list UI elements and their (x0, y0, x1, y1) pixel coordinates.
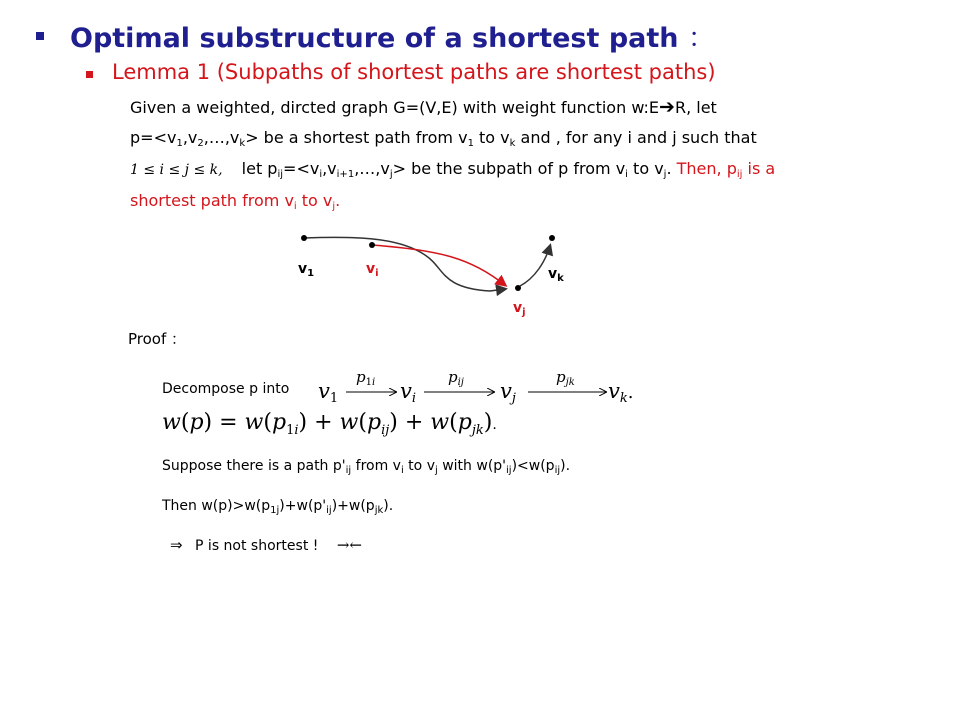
node-label-vj: $v_j$ (513, 300, 526, 318)
node-v1 (301, 235, 307, 241)
eq-vk: vk. (608, 379, 634, 406)
conclusion-text: P is not shortest ! (195, 538, 319, 554)
svg-text:pij: $p_{ij}$ (448, 368, 464, 388)
proof-label: Proof ： (128, 330, 187, 348)
statement-line-1b: R, let (674, 98, 717, 117)
weight-equation: $w(p) = w(p_{1i}) + w(p_{ij}) + w(p_{jk})$. (162, 410, 497, 438)
node-vj (515, 285, 521, 291)
implies-icon: ⇒ (170, 536, 183, 554)
node-label-vi: $v_i$ (366, 261, 379, 279)
path-edge-vj-vk (520, 246, 550, 286)
node-label-v1: $v_1$ (298, 261, 315, 279)
slide-title-colon: ： (687, 23, 715, 54)
decompose-equation (316, 366, 646, 406)
eq-vj: vj (500, 379, 516, 406)
then-line: Then $w(p)>w(p_{1j})+w(p'_{ij})+w(p_{jk})$. (162, 498, 394, 516)
statement-line-1a: Given a weighted, dircted graph G=(V,E) with weight function w:E (130, 98, 660, 117)
eq-vi: vi (400, 379, 417, 406)
subpath-edge-vi-vj (372, 245, 505, 285)
path-edge-v1-vj (304, 237, 505, 291)
svg-text:p1i: $p_1i$ (356, 368, 376, 388)
statement-line-3b: Then, $p_{ij}$ is a (676, 159, 776, 180)
statement-line-3a: let $p_{ij}=<v_i,v_{i+1},\dots,v_j>$ be the subpath of p from $v_i$ to $v_j$. (241, 159, 672, 180)
index-condition: 1 ≤ i ≤ j ≤ k, (130, 162, 223, 178)
slide-title-text: Optimal substructure of a shortest path (70, 23, 679, 54)
eq-v1: v1 (318, 379, 339, 406)
suppose-line: Suppose there is a path $p'_{ij}$ from $v_i$ to $v_j$ with $w(p'_{ij})<w(p_{ij})$. (162, 458, 571, 476)
lemma-heading: Lemma 1 (Subpaths of shortest paths are shortest paths) (112, 60, 716, 84)
node-vk (549, 235, 555, 241)
statement-line-4-text: shortest path from $v_i$ to $v_j$. (130, 191, 341, 212)
contradiction-icon: →← (336, 536, 362, 554)
node-label-vk: $v_k$ (548, 266, 564, 284)
statement-line-2-text: $p=<v_1,v_2,\dots,v_k>$ be a shortest path from $v_1$ to $v_k$ and , for any i and j such that (130, 128, 757, 149)
svg-text:pjk: $p_{jk}$ (556, 368, 575, 388)
conclusion-line (170, 536, 362, 554)
node-vi (369, 242, 375, 248)
implies-arrow-icon: ➔ (659, 96, 675, 118)
decompose-prefix: Decompose p into (162, 381, 290, 397)
